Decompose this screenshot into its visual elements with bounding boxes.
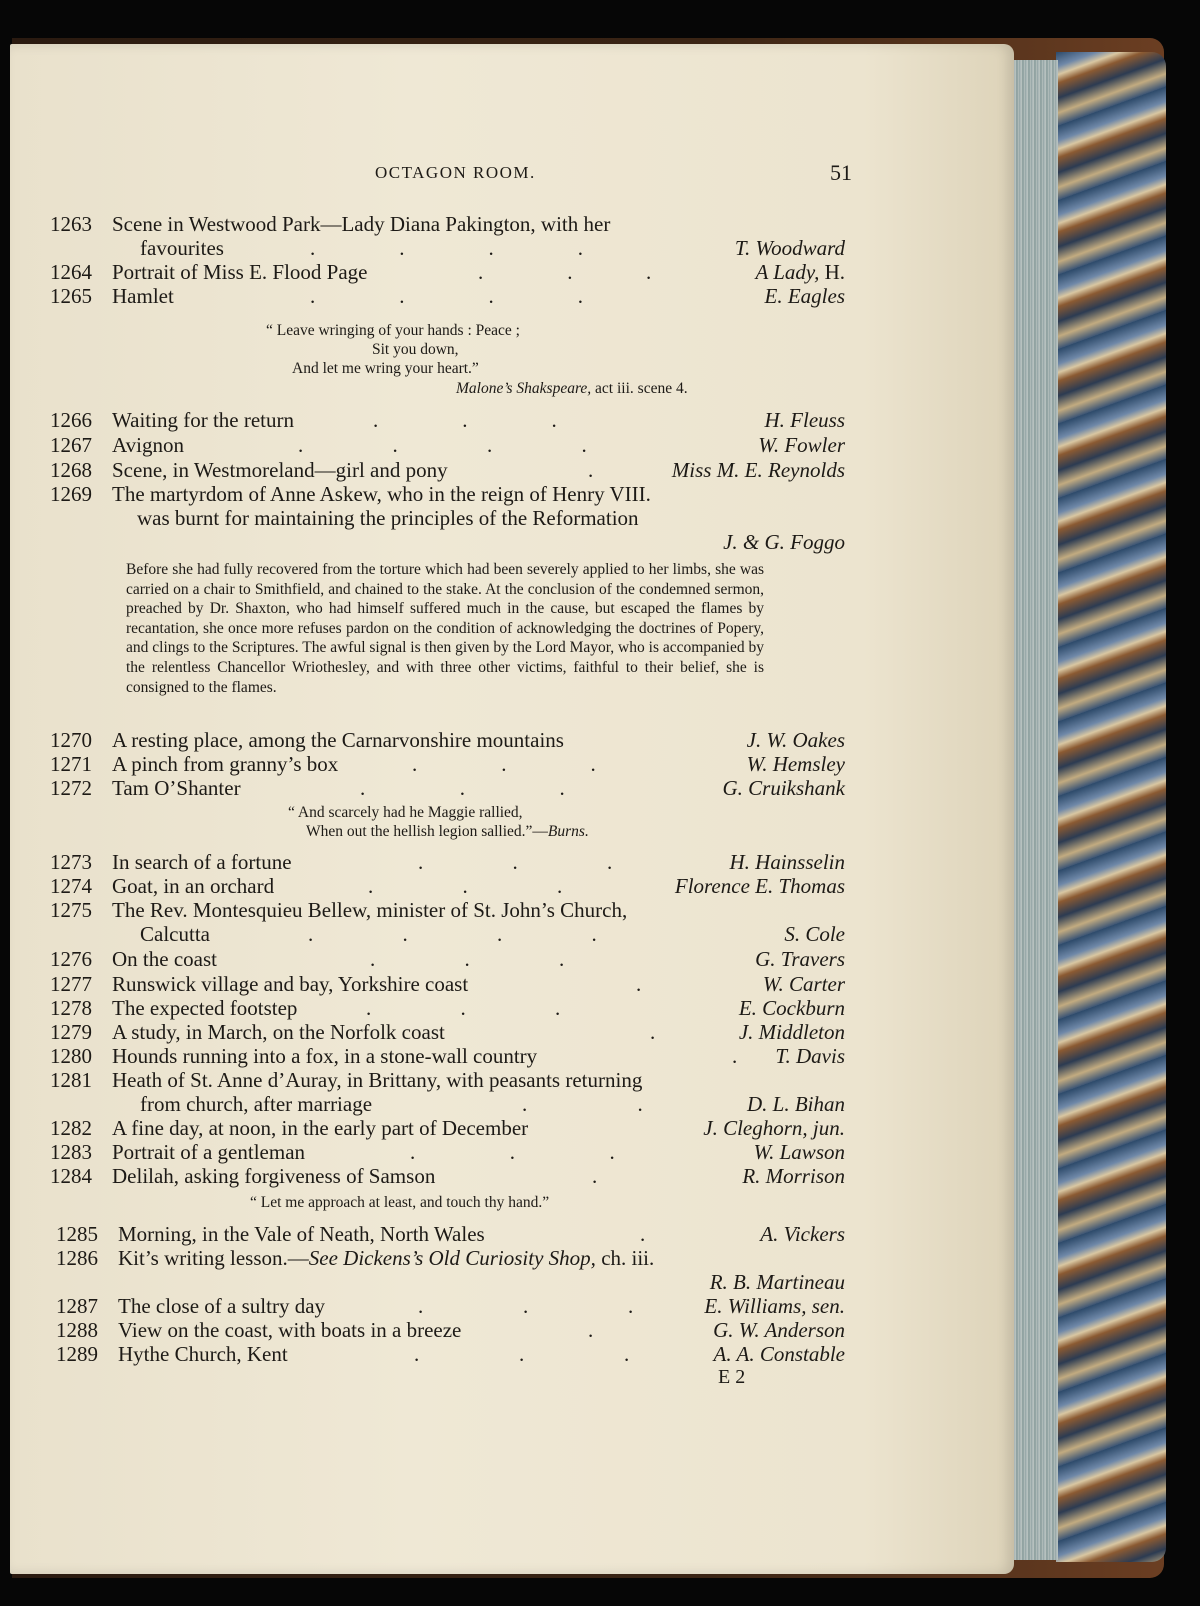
entry-number: 1289 [56,1342,98,1366]
entry-title: Portrait of Miss E. Flood Page [112,260,368,284]
leader-dots: . . . . [310,236,583,260]
leader-dots: . [636,972,642,996]
entry-number: 1273 [50,850,92,874]
entry-number: 1270 [50,728,92,752]
leader-dots: . . . [366,996,561,1020]
entry-artist: A. A. Constable [713,1342,845,1366]
leader-dots: . . . [412,752,596,776]
entry-title: The martyrdom of Anne Askew, who in the reign of Henry VIII. [112,482,651,506]
entry-artist: S. Cole [784,922,845,946]
entry-title: Runswick village and bay, Yorkshire coast [112,972,469,996]
entry-artist: W. Lawson [753,1140,845,1164]
entry-title: In search of a fortune [112,850,292,874]
entry-artist: J. Middleton [738,1020,845,1044]
leader-dots: . . . [418,1294,634,1318]
entry-title: The close of a sultry day [118,1294,326,1318]
entry-artist-group [756,260,845,285]
entry-title: The expected footstep [112,996,298,1020]
entry-title: Delilah, asking forgiveness of Samson [112,1164,436,1188]
entry-title: On the coast [112,947,217,971]
leader-dots: . [592,1164,598,1188]
leader-dots: . . . [360,776,565,800]
entry-title: Portrait of a gentleman [112,1140,306,1164]
entry-number: 1265 [50,284,92,308]
entry-number: 1272 [50,776,92,800]
entry-artist: E. Eagles [764,284,845,308]
entry-artist: H. Hainsselin [729,850,845,874]
leader-dots: . [732,1044,738,1068]
entry-number: 1278 [50,996,92,1020]
entry-artist: J. W. Oakes [746,728,845,752]
entry-number: 1264 [50,260,92,284]
entry-title: Scene, in Westmoreland—girl and pony [112,458,448,482]
entry-artist: H. Fleuss [764,408,845,432]
entry-title: Morning, in the Vale of Neath, North Wales [118,1222,485,1246]
entry-number: 1275 [50,898,92,922]
entry-title: A resting place, among the Carnarvonshire mountains [112,728,564,752]
entry-title-continued: favourites [140,236,224,260]
entry-title: Hamlet [112,284,174,308]
quote-source-title: Malone’s Shakspeare, [456,380,592,397]
entry-number: 1269 [50,482,92,506]
leader-dots: . . . . [310,284,583,308]
leader-dots: . . . . [308,922,597,946]
entry-title: A pinch from granny’s box [112,752,339,776]
entry-title: Scene in Westwood Park—Lady Diana Pakington, with her [112,212,611,236]
leader-dots: . . . . [298,433,587,457]
leader-dots: . . . [418,850,613,874]
entry-number: 1285 [56,1222,98,1246]
quote-source [456,380,688,398]
entry-number: 1263 [50,212,92,236]
marbled-fore-edge [1056,52,1166,1562]
entry-title-continued: was burnt for maintaining the principles of the Reformation [137,506,639,530]
entry-title-group [118,1246,654,1271]
entry-artist: E. Williams, sen. [704,1294,845,1318]
entry-title: The Rev. Montesquieu Bellew, minister of St. John’s Church, [112,898,628,922]
entry-artist: Florence E. Thomas [674,874,845,898]
entry-number: 1266 [50,408,92,432]
entry-artist: J. & G. Foggo [723,530,845,554]
entry-artist: E. Cockburn [738,996,845,1020]
entry-number: 1268 [50,458,92,482]
entry-description: Before she had fully recovered from the torture which had been severely applied to her limbs, she was carried on a chair to Smithfield, and chained to the stake. At the conclusion of the condemned sermon, preached by Dr. Shaxton, who had himself suffered much in the cause, but escaped the flames by recantation, she once more refuses pardon on the condition of acknowledging the doctrines of Popery, and clings to the Scriptures. The awful signal is then given by the Lord Mayor, who is accompanied by the relentless Chancellor Wriothesley, and with three other victims, faithful to their belief, she is consigned to the flames. [126,561,764,696]
page-stack-edge [1010,60,1058,1560]
leader-dots: . [650,1020,656,1044]
entry-title-continued: from church, after marriage [140,1092,373,1116]
page-number: 51 [830,160,852,185]
leader-dots: . [640,1222,646,1246]
quote-line [306,823,589,841]
entry-artist-suffix: H. [824,260,845,284]
quote-author: Burns. [547,823,589,840]
entry-title: A study, in March, on the Norfolk coast [112,1020,445,1044]
entry-artist: J. Cleghorn, jun. [703,1116,845,1140]
entry-artist: G. W. Anderson [713,1318,845,1342]
leader-dots: . [588,458,594,482]
entry-artist: R. Morrison [742,1164,845,1188]
leader-dots: . . . [478,260,652,284]
entry-title-reference: See Dickens’s Old Curiosity Shop, [308,1246,596,1270]
entry-artist: A Lady, [755,260,820,284]
quote-line: “ Let me approach at least, and touch thy hand.” [250,1194,550,1211]
running-title: OCTAGON ROOM. [375,163,536,182]
quote-text: When out the hellish legion sallied.”— [306,823,548,840]
entry-artist: R. B. Martineau [709,1270,845,1294]
entry-number: 1271 [50,752,92,776]
entry-artist: G. Cruikshank [722,776,845,800]
entry-number: 1277 [50,972,92,996]
quote-line: “ Leave wringing of your hands : Peace ; [266,322,520,339]
entry-number: 1267 [50,433,92,457]
entry-artist: Miss M. E. Reynolds [671,458,845,482]
signature-mark: E 2 [718,1366,746,1388]
entry-title: A fine day, at noon, in the early part of December [112,1116,529,1140]
entry-number: 1284 [50,1164,92,1188]
entry-number: 1288 [56,1318,98,1342]
entry-number: 1280 [50,1044,92,1068]
entry-artist: T. Woodward [734,236,845,260]
entry-title-chapter: ch. iii. [595,1246,655,1270]
entry-artist: G. Travers [755,947,845,971]
quote-line: “ And scarcely had he Maggie rallied, [288,804,523,821]
quote-source-ref: act iii. scene 4. [591,380,688,397]
entry-title-continued: Calcutta [140,922,210,946]
entry-number: 1276 [50,947,92,971]
entry-number: 1283 [50,1140,92,1164]
leader-dots: . . . [414,1342,630,1366]
entry-title: Waiting for the return [112,408,294,432]
leader-dots: . . . [410,1140,615,1164]
entry-artist: W. Hemsley [746,752,845,776]
leader-dots: . . . [370,947,565,971]
entry-artist: D. L. Bihan [746,1092,845,1116]
entry-number: 1282 [50,1116,92,1140]
entry-number: 1287 [56,1294,98,1318]
entry-artist: A. Vickers [760,1222,845,1246]
leader-dots: . . [522,1092,643,1116]
entry-title: Hounds running into a fox, in a stone-wall country [112,1044,538,1068]
entry-title: Kit’s writing lesson.— [118,1246,309,1270]
leader-dots: . . . [368,874,563,898]
entry-number: 1281 [50,1068,92,1092]
entry-title: Goat, in an orchard [112,874,275,898]
entry-title: Tam O’Shanter [112,776,241,800]
quote-line: Sit you down, [372,341,459,358]
entry-number: 1279 [50,1020,92,1044]
entry-artist: W. Fowler [758,433,845,457]
leader-dots: . [588,1318,594,1342]
leader-dots: . . . [373,408,557,432]
entry-title: Heath of St. Anne d’Auray, in Brittany, with peasants returning [112,1068,643,1092]
entry-artist: W. Carter [762,972,845,996]
entry-title: View on the coast, with boats in a breeze [118,1318,462,1342]
entry-number: 1274 [50,874,92,898]
entry-number: 1286 [56,1246,98,1270]
entry-title: Hythe Church, Kent [118,1342,288,1366]
entry-title: Avignon [112,433,184,457]
quote-line: And let me wring your heart.” [292,360,479,377]
entry-artist: T. Davis [775,1044,845,1068]
